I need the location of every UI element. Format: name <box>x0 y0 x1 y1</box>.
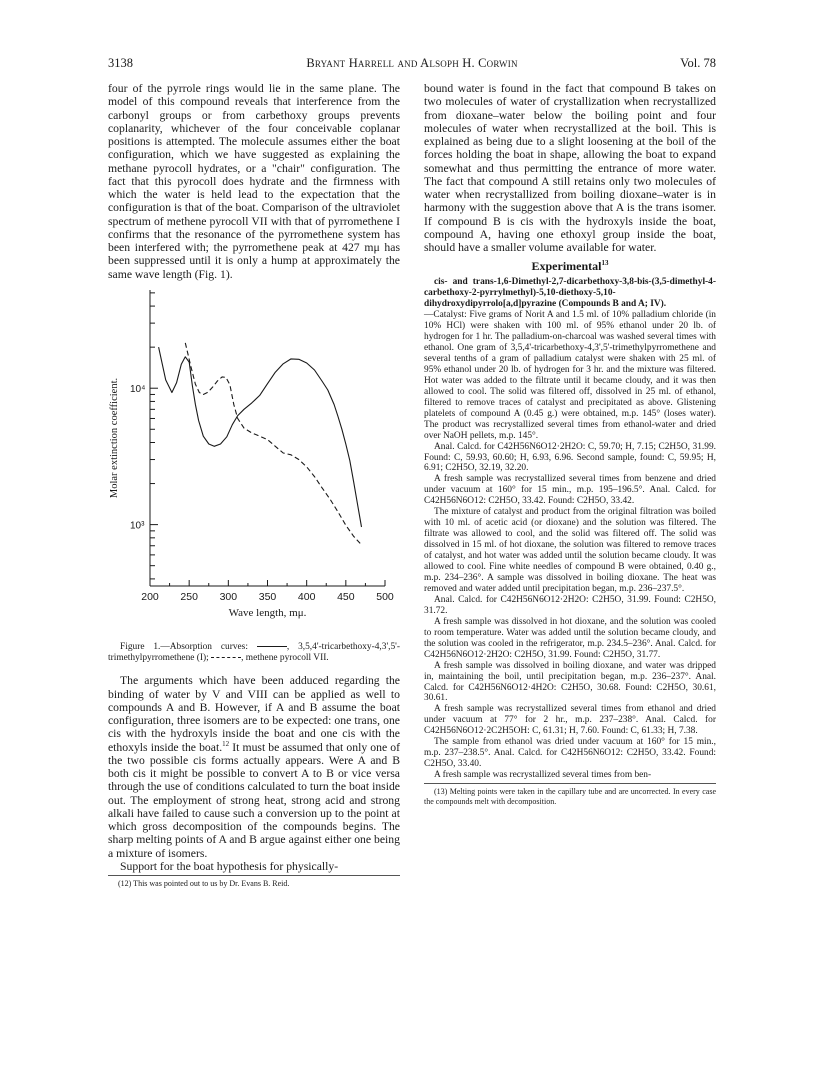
experimental-paragraph: Anal. Calcd. for C42H56N6O12·2H2O: C2H5O, 31.99. Found: C2H5O, 31.72. <box>424 594 716 616</box>
x-tick-label: 250 <box>180 590 198 603</box>
running-title: Bryant Harrell and Alsoph H. Corwin <box>306 56 518 70</box>
experimental-paragraph: A fresh sample was dissolved in hot dioxane, and the solution was cooled to room temperature. Water was added until the solution became cloudy, and the solution was cooled in the refrigerator, m.p. 234.5–236°. Anal. Calcd. for C42H56N6O12·2H2O: C2H5O, 31.99. Found: C2H5O, 31.77. <box>424 616 716 660</box>
experimental-paragraph: The sample from ethanol was dried under vacuum at 160° for 15 min., m.p. 237–238.5°. Anal. Calcd. for C42H56N6O12: C2H5O, 33.42. Found: C2H5O, 33.40. <box>424 737 716 770</box>
x-tick-label: 350 <box>258 590 277 603</box>
caption-lead: Figure 1.—Absorption curves: <box>120 641 248 652</box>
y-tick-label: 10⁴ <box>130 383 146 395</box>
paragraph: four of the pyrrole rings would lie in the same plane. The model of this compound reveals that interference from the carbonyl groups or from carbethoxy groups prevents coplanarity, whichever of the four conceivable coplanar positions is attempted. The molecule assumes either the boat configuration, which we have suggested as explaining the methane pyrocoll hydrates, or a "chair" configuration. The fact that this pyrocoll does hydrate and the firmness with which the water is held lead to the expectation that the configuration is that of the boat. Comparison of the ultraviolet spectrum of methene pyrocoll VII with that of pyrromethene I confirms that the resonance of the pyrromethene system has been interfered with; the pyrromethene peak at 427 mμ has been suppressed until it is only a hump at approximately the same wave length (Fig. 1). <box>108 82 400 281</box>
absorption-chart-svg <box>108 288 400 640</box>
experimental-paragraph: Anal. Calcd. for C42H56N6O12·2H2O: C, 59.70; H, 7.15; C2H5O, 31.99. Found: C, 59.93, 60.60; H, 6.93, 6.96. Second sample, found: C, 59.95; H, 6.91; C2H5O, 32.19, 32.20. <box>424 441 716 474</box>
legend-solid-line <box>257 646 287 647</box>
absorption-chart <box>108 288 400 640</box>
figure-caption <box>108 642 400 665</box>
footnote-ref: 13 <box>601 259 609 268</box>
experimental-paragraph: A fresh sample was recrystallized several times from benzene and dried under vacuum at 160° for 15 min., m.p. 195–196.5°. Anal. Calcd. for C42H56N6O12: C2H5O, 33.42. Found: C2H5O, 33.42. <box>424 474 716 507</box>
experimental-paragraph: A fresh sample was dissolved in boiling dioxane, and water was dripped in, maintaining the boil, until precipitation began, m.p. 236–237°. Anal. Calcd. for C42H56N6O12·4H2O: C2H5O, 30.68. Found: C2H5O, 30.61, 30.61. <box>424 660 716 704</box>
paragraph <box>108 674 400 860</box>
running-header <box>108 56 716 72</box>
compound-title: cis- and trans-1,6-Dimethyl-2,7-dicarbethoxy-3,8-bis-(3,5-dimethyl-4-carbethoxy-2-pyrrylmethyl)-5,10-diethoxy-5,10-dihydroxydipyrrolo[a,d]pyrazine (Compounds B and A; IV). <box>424 277 716 310</box>
page-number: 3138 <box>108 56 133 70</box>
footnote-divider <box>424 783 716 784</box>
right-column <box>424 82 716 807</box>
experimental-paragraph: A fresh sample was recrystallized several times from ethanol and dried under vacuum at 77° for 2 hr., m.p. 237–238°. Anal. Calcd. for C42H56N6O12·2C2H5OH: C, 61.31; H, 7.60. Found: C, 61.33; H, 7.38. <box>424 704 716 737</box>
chart-series <box>159 343 362 545</box>
paragraph: Support for the boat hypothesis for physically- <box>120 859 339 873</box>
footnote-divider <box>108 875 400 876</box>
chart-labels <box>109 378 394 619</box>
chart-axes <box>150 290 385 586</box>
caption-dashed-label: , methene pyrocoll VII. <box>241 653 329 664</box>
caption-solid-label: , 3,5,4'-tricarbethoxy-4,3',5'-trimethylpyrromethene (I); <box>108 641 400 664</box>
section-heading <box>424 259 716 274</box>
x-axis-label: Wave length, mμ. <box>228 606 307 619</box>
volume-label: Vol. 78 <box>680 56 716 70</box>
chart-ticks <box>150 293 385 586</box>
footnote: (13) Melting points were taken in the capillary tube and are uncorrected. In every case the compounds melt with decomposition. <box>424 787 716 807</box>
x-tick-label: 200 <box>141 590 159 603</box>
series-line-dashed <box>185 343 361 545</box>
legend-dashed-line <box>211 657 241 658</box>
y-axis-label: Molar extinction coefficient. <box>109 377 120 498</box>
y-tick-label: 10³ <box>130 520 145 532</box>
experimental-paragraph: A fresh sample was recrystallized several times from ben- <box>434 770 652 781</box>
x-tick-label: 450 <box>337 590 355 603</box>
left-column <box>108 82 400 889</box>
paragraph: bound water is found in the fact that compound B takes on two molecules of water of crystallization when recrystallized from dioxane–water below the boiling point and four molecules of water when recrystallized at the boil. This is explained as being due to a slight loosening at the boil of the forces holding the boat in shape, allowing the boat to expand somewhat and thus permitting the entrance of more water. The fact that compound A still retains only two molecules of water when recrystallized from boiling dioxane–water is in harmony with the suggestion above that A is the trans isomer. If compound B is cis with the hydroxyls inside the boat, compound A, having one ethoxyl group inside the boat, should have a smaller volume available for water. <box>424 82 716 254</box>
footnote: (12) This was pointed out to us by Dr. Evans B. Reid. <box>118 879 290 889</box>
x-tick-label: 400 <box>297 590 316 603</box>
experimental-paragraph: —Catalyst: Five grams of Norit A and 1.5 ml. of 10% palladium chloride (in 10% HCl) were shaken with 100 ml. of 95% ethanol under 20 lb. of hydrogen for 1 hr. The palladium-on-charcoal was washed several times with ethanol. One gram of 3,5,4'-tricarbethoxy-4,3',5'-trimethylpyrromethene and several tenths of a gram of palladium catalyst were shaken with 25 ml. of 95% ethanol under 20 lb. of hydrogen for 3 hr. and the mixture was filtered. Hot water was added to the filtrate until it became cloudy, and it was then allowed to cool. The solid was filtered off, dissolved in 25 ml. of ethanol, filtered to remove traces of catalyst and precipitated as above. Glistening platelets of compound A (0.45 g.) were obtained, m.p. 145° (loses water). The product was recrystallized several times from ethanol-water and dried over NaOH pellets, m.p. 145°. <box>424 310 716 441</box>
paragraph-text: It must be assumed that only one of the two possible cis forms actually appears. Were A and B both cis it might be possible to convert A to B or vice versa through the use of conditions calculated to turn the boat inside out. The employment of strong heat, strong acid and strong alkali have failed to cause such a conversion up to the point at which gross decomposition of the compounds begins. The sharp melting points of A and B argue against either one being a mixture of isomers. <box>108 740 400 860</box>
footnote-ref: 12 <box>222 739 230 748</box>
x-tick-label: 500 <box>376 590 394 603</box>
heading-text: Experimental <box>531 259 602 274</box>
experimental-paragraph: The mixture of catalyst and product from the original filtration was boiled with 10 ml. of acetic acid (or dioxane) and the solution was filtered. The filtrate was allowed to cool, and the solid was filtered off. The solid was dissolved in 15 ml. of hot dioxane, the solution was filtered to remove traces of catalyst, and hot water was added until the solution became cloudy. It was allowed to cool. Fine white needles of compound B were obtained, 0.40 g., m.p. 234–236°. A sample was dissolved in boiling dioxane. The heat was removed and water added until precipitation began, m.p. 236–237.5°. <box>424 507 716 594</box>
x-tick-label: 300 <box>219 590 238 603</box>
paragraph-text: The arguments which have been adduced regarding the binding of water by V and VIII can be applied as well to compounds A and B. However, if A and B assume the boat configuration, three isomers are to be expected: one trans, one cis with the hydroxyls inside the boat and one cis with the ethoxyls inside the boat. <box>108 674 400 754</box>
